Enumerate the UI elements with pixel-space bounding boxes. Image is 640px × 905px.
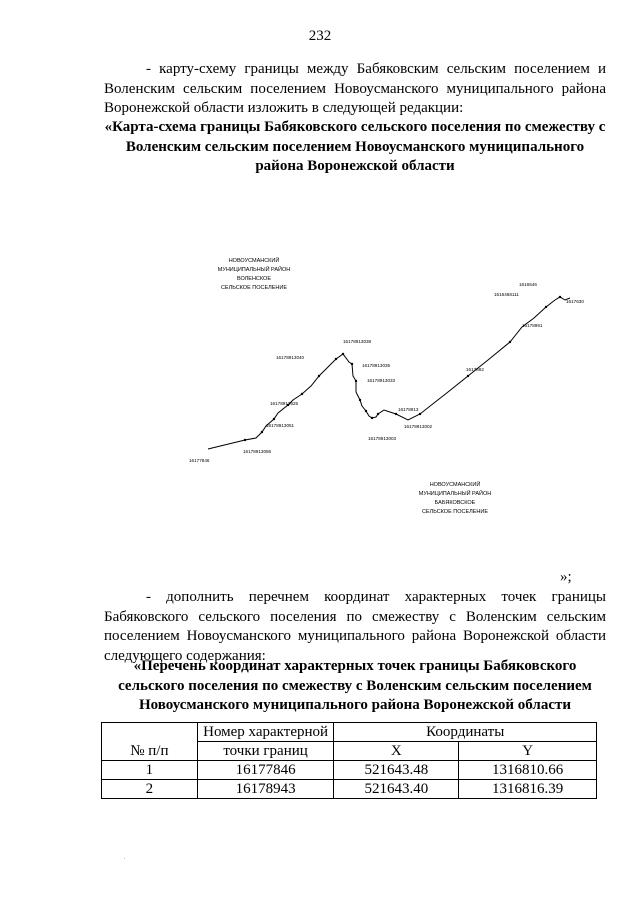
table-row: [102, 780, 597, 799]
point-label: 16178913002: [404, 424, 433, 429]
header-no: № п/п: [102, 723, 198, 761]
region-top-line-1: НОВОУСМАНСКИЙ: [228, 258, 280, 264]
point-label: 16178913056: [243, 449, 272, 454]
boundary-points: [244, 296, 561, 441]
header-coordinates: Координаты: [334, 723, 597, 742]
header-point-line-2: точки границ: [197, 742, 334, 761]
point-label: 1616546: [519, 282, 537, 287]
boundary-point: [355, 380, 357, 382]
boundary-point: [244, 439, 246, 441]
region-bottom-line-2: МУНИЦИПАЛЬНЫЙ РАЙОН: [418, 491, 492, 497]
table-row: [102, 761, 597, 780]
cell-point: 16177846: [197, 761, 334, 780]
cell-y: 1316810.66: [459, 761, 597, 780]
region-bottom-line-4: СЕЛЬСКОЕ ПОСЕЛЕНИЕ: [421, 509, 489, 515]
point-label: 1616468111: [494, 292, 519, 297]
header-point-line-1: Номер характерной: [197, 723, 334, 742]
point-label: 1617892: [466, 367, 484, 372]
point-label: 16178913040: [276, 355, 305, 360]
boundary-point: [419, 413, 421, 415]
point-label: 16178913035: [362, 363, 391, 368]
boundary-point: [335, 358, 337, 360]
boundary-point: [371, 417, 373, 419]
header-y: Y: [459, 742, 597, 761]
cell-x: 521643.40: [334, 780, 459, 799]
intro-paragraph-text: - карту-схему границы между Бабяковским сельским поселением и Воленским сельским поселением Новоусманского муниципального района Воронежской области изложить в следующей редакции:: [104, 61, 606, 116]
point-label: 16178913038: [343, 339, 372, 344]
coordinates-table: [101, 722, 597, 799]
boundary-point: [342, 353, 344, 355]
region-top-line-4: СЕЛЬСКОЕ ПОСЕЛЕНИЕ: [220, 285, 288, 291]
boundary-point: [351, 363, 353, 365]
boundary-point: [318, 375, 320, 377]
region-bottom-line-1: НОВОУСМАНСКИЙ: [429, 482, 481, 488]
page-number: 232: [308, 28, 332, 44]
list-title: «Перечень координат характерных точек границы Бабяковского сельского поселения по смежеству с Воленским сельским поселением Новоусманского муниципального района Воронежской области: [118, 658, 592, 713]
boundary-point: [261, 431, 263, 433]
point-label: 16178913003: [368, 436, 397, 441]
second-paragraph: [104, 588, 606, 666]
point-label: 16178913033: [367, 378, 396, 383]
point-label: 1617630: [566, 299, 584, 304]
second-paragraph-text: - дополнить перечнем координат характерных точек границы Бабяковского сельского поселения по смежеству с Воленским сельским поселением Новоусманского муниципального района Воронежской области следующего содержания:: [104, 589, 606, 664]
table-header-row: [102, 723, 597, 742]
boundary-point: [545, 306, 547, 308]
cell-point: 16178943: [197, 780, 334, 799]
header-x: X: [334, 742, 459, 761]
point-label: 16178913: [398, 407, 419, 412]
cell-y: 1316816.39: [459, 780, 597, 799]
region-bottom-line-3: БАБЯКОВСКОЕ: [434, 500, 476, 506]
boundary-point: [365, 410, 367, 412]
point-label: 16178991: [522, 323, 543, 328]
region-top-line-3: ВОЛЕНСКОЕ: [236, 276, 272, 282]
boundary-point: [467, 375, 469, 377]
boundary-line: [208, 297, 570, 449]
cell-no: 1: [102, 761, 198, 780]
point-label: 16177846: [189, 458, 210, 463]
boundary-point: [359, 399, 361, 401]
cell-no: 2: [102, 780, 198, 799]
closing-quote: »;: [560, 569, 572, 585]
cell-x: 521643.48: [334, 761, 459, 780]
map-title: «Карта-схема границы Бабяковского сельского поселения по смежеству с Воленским сельским поселением Новоусманского муниципального района Воронежской области: [104, 119, 606, 174]
boundary-point: [377, 413, 379, 415]
boundary-point: [559, 296, 561, 298]
boundary-point: [395, 413, 397, 415]
region-top-line-2: МУНИЦИПАЛЬНЫЙ РАЙОН: [217, 267, 291, 273]
boundary-point: [301, 393, 303, 395]
scan-speck: [124, 858, 125, 859]
boundary-point: [273, 418, 275, 420]
boundary-point: [509, 341, 511, 343]
point-label: 16178913625: [270, 401, 299, 406]
point-label: 16178913051: [266, 423, 295, 428]
